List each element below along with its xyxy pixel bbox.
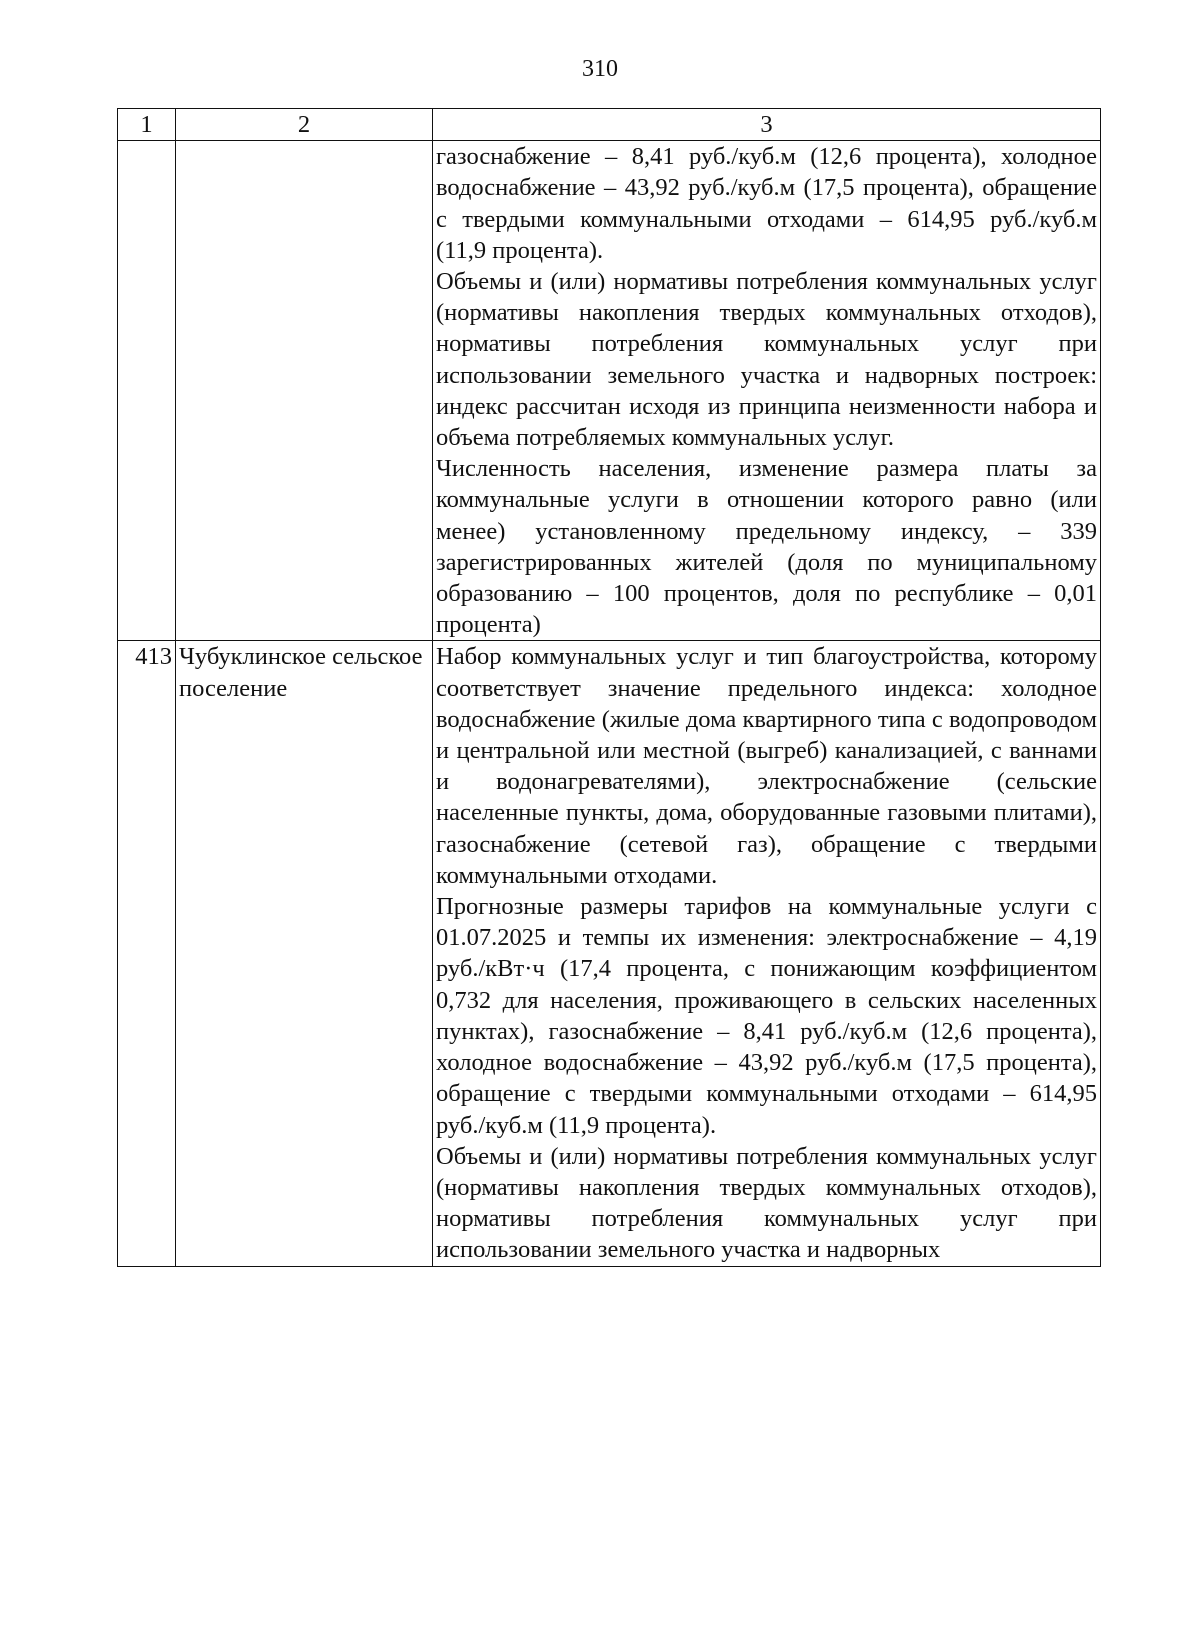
settlement-name-cell: Чубуклинское сельское поселение <box>176 641 433 1266</box>
description-cell <box>433 141 1101 641</box>
row-number-cell <box>118 141 176 641</box>
page-number: 310 <box>582 56 618 82</box>
settlement-name-cell <box>176 141 433 641</box>
header-col-2: 2 <box>176 109 433 141</box>
paragraph-population: Численность населения, изменение размера платы за коммунальные услуги в отношении которого равно (или менее) установленному предельному индексу, – 339 зарегистрированных жителей (доля по муниципальному образованию – 100 процентов, доля по республике – 0,01 процента) <box>436 455 1097 639</box>
header-col-3: 3 <box>433 109 1101 141</box>
table-row-413 <box>118 641 1101 1266</box>
paragraph-service-set: Набор коммунальных услуг и тип благоустройства, которому соответствует значение предельного индекса: холодное водоснабжение (жилые дома квартирного типа с водопроводом и центральной или местной (выгреб) канализацией, с ваннами и водонагревателями), электроснабжение (сельские населенные пункты, дома, оборудованные газовыми плитами), газоснабжение (сетевой газ), обращение с твердыми коммунальными отходами. <box>436 643 1097 889</box>
paragraph-consumption-volumes: Объемы и (или) нормативы потребления коммунальных услуг (нормативы накопления твердых коммунальных отходов), нормативы потребления коммунальных услуг при использовании земельного участка и надворных построек: индекс рассчитан исходя из принципа неизменности набора и объема потребляемых коммунальных услуг. <box>436 268 1097 452</box>
table-row-continuation <box>118 141 1101 641</box>
table-header-row <box>118 109 1101 141</box>
row-number-cell: 413 <box>118 641 176 1266</box>
tariff-table <box>117 108 1101 1267</box>
paragraph-consumption-volumes: Объемы и (или) нормативы потребления коммунальных услуг (нормативы накопления твердых коммунальных отходов), нормативы потребления коммунальных услуг при использовании земельного участка и надворных <box>436 1142 1097 1264</box>
header-col-1: 1 <box>118 109 176 141</box>
paragraph-tariff-forecast: Прогнозные размеры тарифов на коммунальные услуги с 01.07.2025 и темпы их изменения: электроснабжение – 4,19 руб./кВт·ч (17,4 процента, с понижающим коэффициентом 0,732 для населения, проживающего в сельских населенных пунктах), газоснабжение – 8,41 руб./куб.м (12,6 процента), холодное водоснабжение – 43,92 руб./куб.м (17,5 процента), обращение с твердыми коммунальными отходами – 614,95 руб./куб.м (11,9 процента). <box>436 893 1097 1139</box>
description-cell <box>433 641 1101 1266</box>
paragraph-tariffs-continued: газоснабжение – 8,41 руб./куб.м (12,6 процента), холодное водоснабжение – 43,92 руб./куб.м (17,5 процента), обращение с твердыми коммунальными отходами – 614,95 руб./куб.м (11,9 процента). <box>436 143 1097 264</box>
